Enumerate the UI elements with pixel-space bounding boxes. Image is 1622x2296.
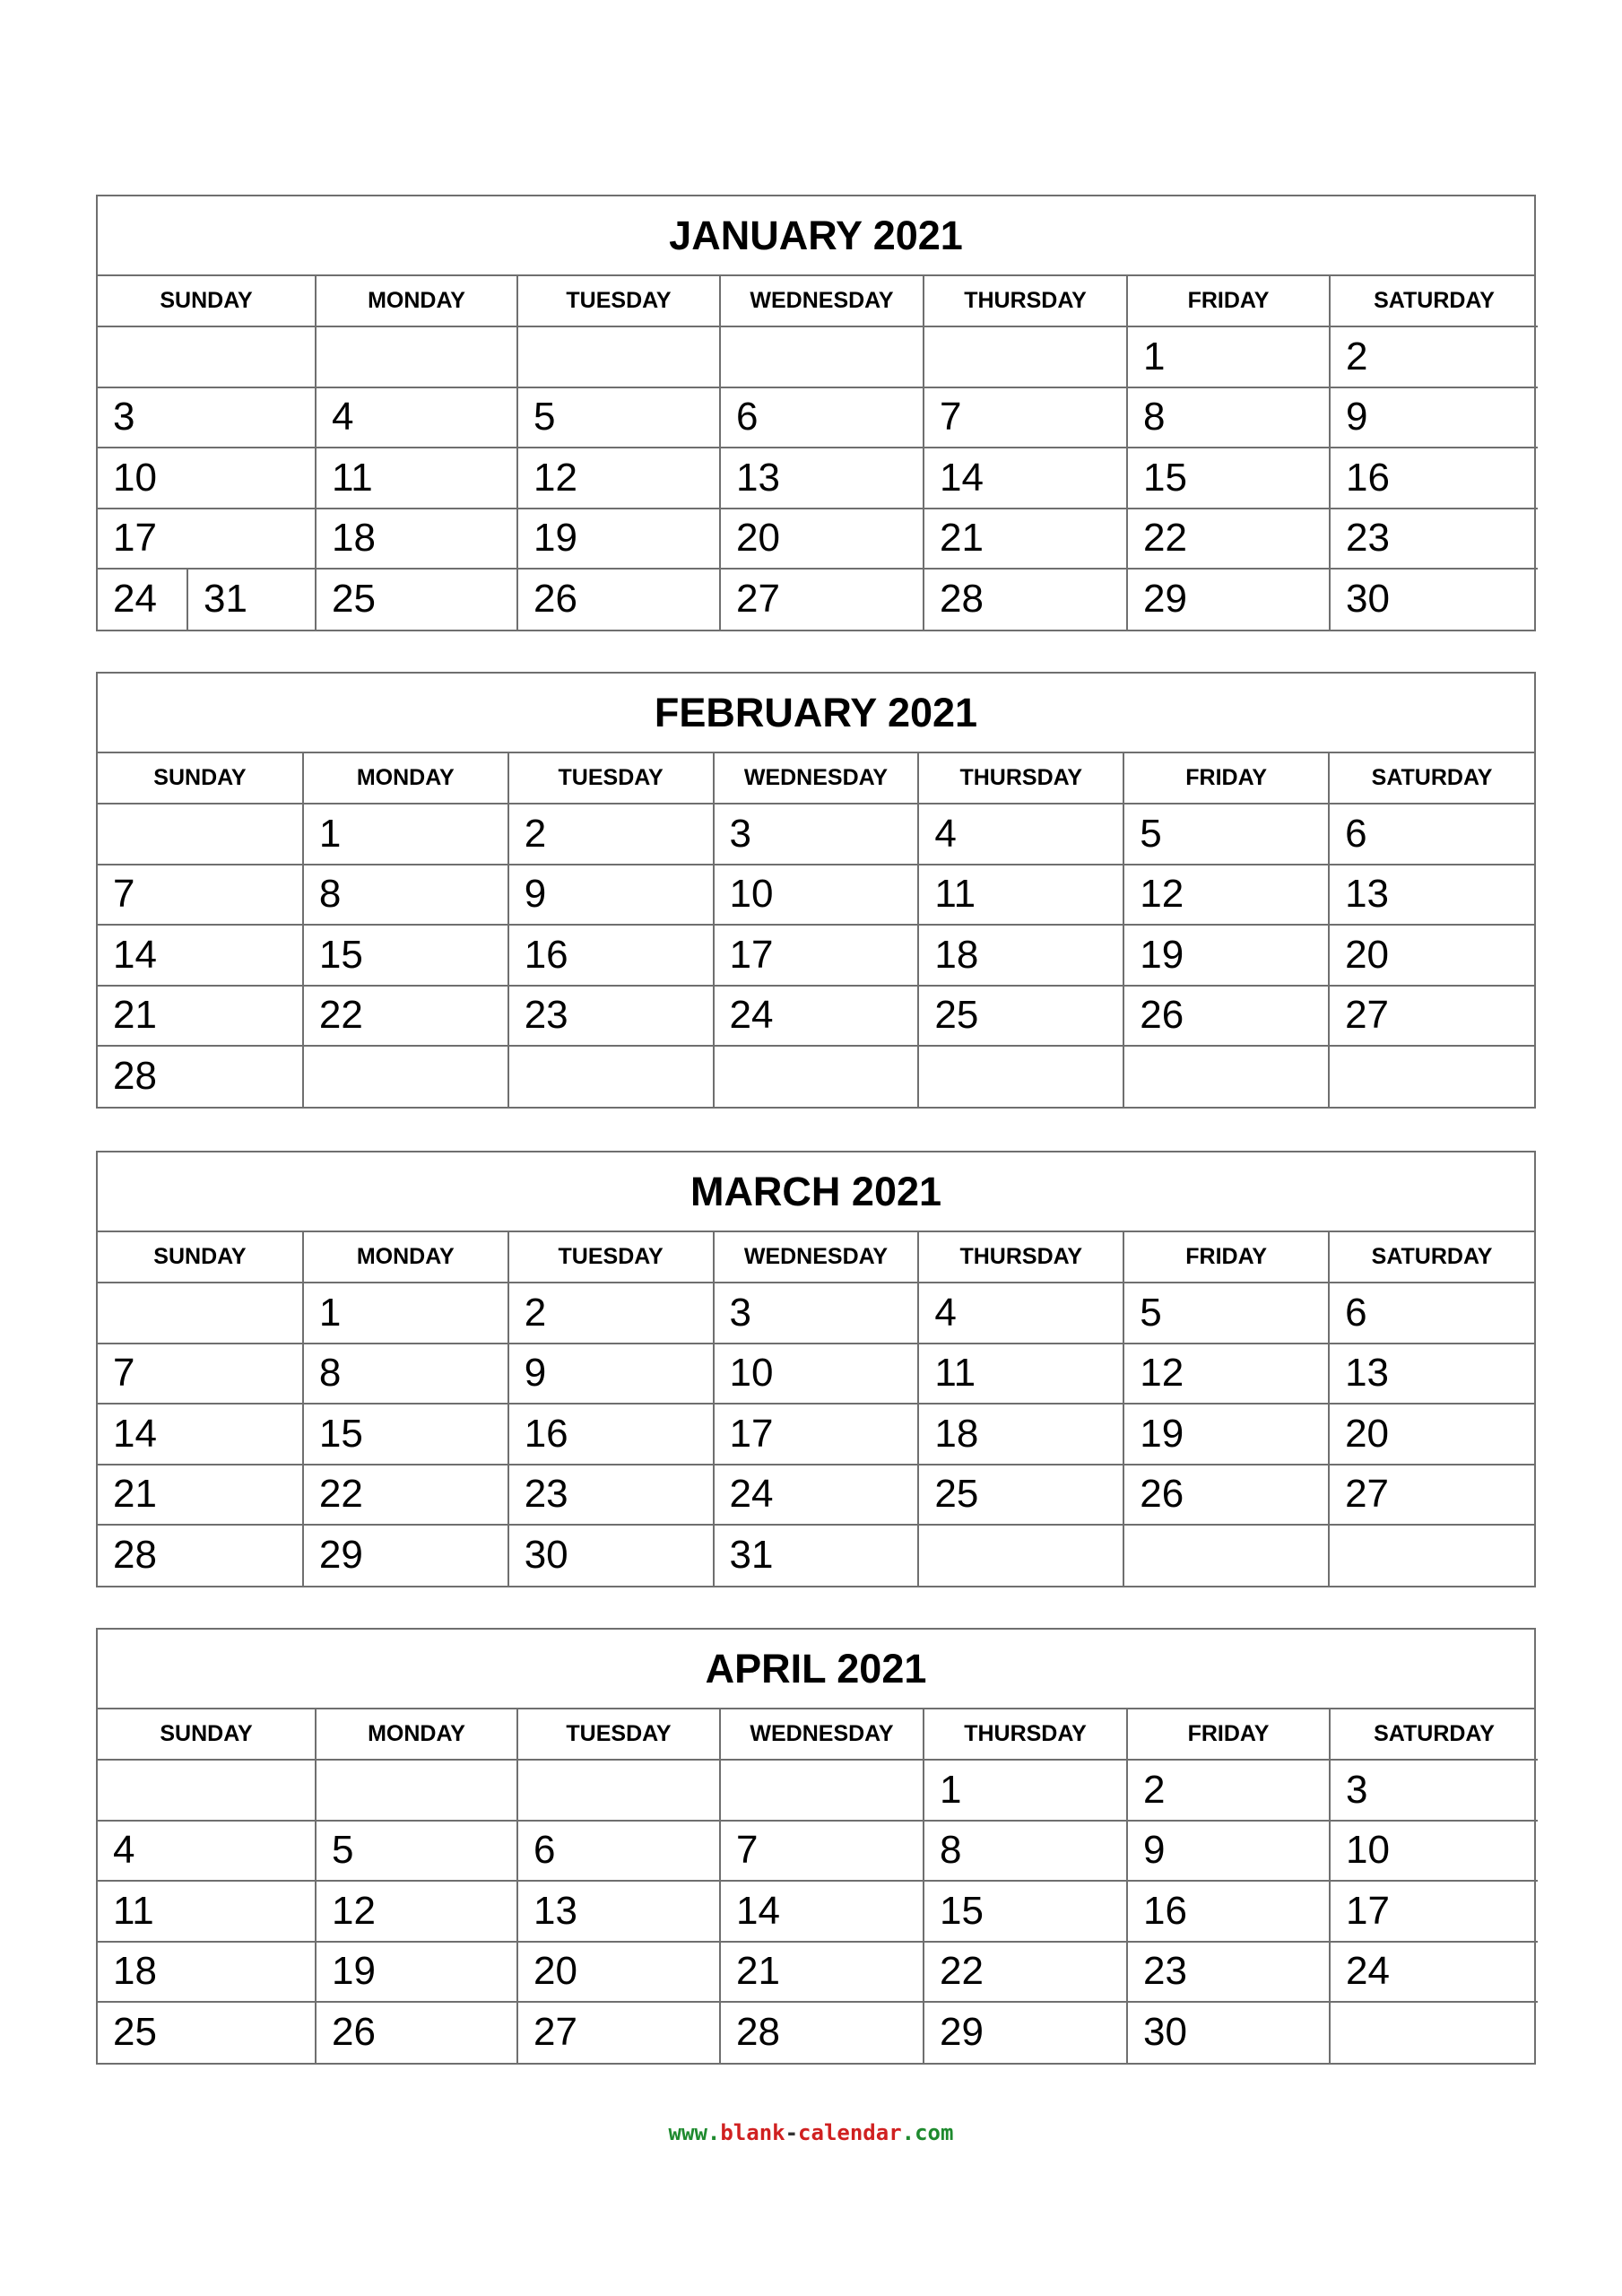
day-cell: 13 xyxy=(720,448,924,509)
week-row xyxy=(98,1821,1538,1882)
day-cell: 28 xyxy=(98,1525,303,1586)
week-row xyxy=(98,1404,1534,1465)
day-cell xyxy=(714,1046,919,1107)
day-cell: 25 xyxy=(98,2002,316,2063)
day-cell: 18 xyxy=(918,1404,1123,1465)
footer-dotcom: .com xyxy=(901,2120,954,2145)
day-cell: 29 xyxy=(924,2002,1127,2063)
day-cell: 7 xyxy=(924,387,1127,448)
week-row xyxy=(98,1046,1534,1107)
day-cell xyxy=(1330,2002,1538,2063)
day-cell: 12 xyxy=(517,448,720,509)
weekday-label: WEDNESDAY xyxy=(714,1232,919,1283)
day-cell: 16 xyxy=(508,925,714,986)
calendar-april xyxy=(96,1628,1536,2065)
day-cell: 20 xyxy=(1329,1404,1534,1465)
day-cell: 15 xyxy=(303,1404,508,1465)
week-row xyxy=(98,387,1538,448)
day-cell: 23 xyxy=(508,986,714,1047)
day-cell: 17 xyxy=(714,1404,919,1465)
week-row xyxy=(98,509,1538,570)
day-cell: 5 xyxy=(316,1821,517,1882)
weekday-header-row xyxy=(98,1232,1534,1283)
weekday-label: TUESDAY xyxy=(508,753,714,804)
day-cell: 21 xyxy=(924,509,1127,570)
day-cell xyxy=(508,1046,714,1107)
weekday-label: SATURDAY xyxy=(1329,753,1534,804)
day-cell: 10 xyxy=(714,865,919,926)
week-row xyxy=(98,865,1534,926)
day-cell: 10 xyxy=(714,1344,919,1405)
day-cell: 13 xyxy=(1329,865,1534,926)
day-cell: 25 xyxy=(918,1465,1123,1526)
day-cell xyxy=(303,1046,508,1107)
weekday-label: SUNDAY xyxy=(98,1709,316,1760)
day-cell: 18 xyxy=(316,509,517,570)
day-cell: 16 xyxy=(1330,448,1538,509)
day-cell: 24 xyxy=(714,1465,919,1526)
day-cell xyxy=(98,804,303,865)
day-cell: 1 xyxy=(303,804,508,865)
week-row xyxy=(98,1525,1534,1586)
day-cell: 14 xyxy=(98,925,303,986)
day-cell xyxy=(517,1760,720,1821)
day-cell: 1 xyxy=(1127,326,1330,387)
day-cell: 12 xyxy=(1123,1344,1329,1405)
day-cell: 31 xyxy=(714,1525,919,1586)
day-cell xyxy=(918,1046,1123,1107)
day-cell: 10 xyxy=(1330,1821,1538,1882)
month-grid xyxy=(98,1232,1534,1586)
day-cell: 28 xyxy=(924,569,1127,630)
day-cell: 19 xyxy=(517,509,720,570)
footer-blank: blank xyxy=(720,2120,785,2145)
week-row xyxy=(98,569,1538,630)
weekday-label: FRIDAY xyxy=(1123,1232,1329,1283)
day-cell: 13 xyxy=(1329,1344,1534,1405)
weekday-label: SUNDAY xyxy=(98,753,303,804)
weekday-label: FRIDAY xyxy=(1127,1709,1330,1760)
weekday-label: FRIDAY xyxy=(1123,753,1329,804)
day-cell: 28 xyxy=(720,2002,924,2063)
day-cell: 3 xyxy=(714,804,919,865)
day-cell xyxy=(720,1760,924,1821)
day-cell: 15 xyxy=(924,1881,1127,1942)
day-cell: 24 xyxy=(1330,1942,1538,2003)
day-cell: 8 xyxy=(303,865,508,926)
day-cell: 5 xyxy=(1123,804,1329,865)
day-cell xyxy=(316,1760,517,1821)
week-row xyxy=(98,326,1538,387)
week-row xyxy=(98,925,1534,986)
weekday-label: MONDAY xyxy=(303,753,508,804)
day-cell: 14 xyxy=(720,1881,924,1942)
weekday-label: SATURDAY xyxy=(1330,276,1538,326)
day-cell: 30 xyxy=(1330,569,1538,630)
day-cell: 21 xyxy=(98,1465,303,1526)
day-cell: 20 xyxy=(720,509,924,570)
day-cell: 12 xyxy=(1123,865,1329,926)
weekday-label: SATURDAY xyxy=(1329,1232,1534,1283)
day-cell: 8 xyxy=(1127,387,1330,448)
website-link[interactable] xyxy=(0,2120,1622,2145)
day-cell: 8 xyxy=(303,1344,508,1405)
weekday-label: SUNDAY xyxy=(98,276,316,326)
week-row xyxy=(98,448,1538,509)
day-cell: 13 xyxy=(517,1881,720,1942)
day-cell-split xyxy=(98,569,316,630)
day-cell: 6 xyxy=(517,1821,720,1882)
week-row xyxy=(98,1283,1534,1344)
weekday-label: THURSDAY xyxy=(924,276,1127,326)
month-title: MARCH 2021 xyxy=(98,1152,1534,1232)
day-cell: 30 xyxy=(1127,2002,1330,2063)
day-cell: 25 xyxy=(316,569,517,630)
day-cell: 9 xyxy=(1127,1821,1330,1882)
weekday-label: MONDAY xyxy=(316,1709,517,1760)
day-cell: 2 xyxy=(508,1283,714,1344)
day-cell xyxy=(98,326,316,387)
day-cell: 26 xyxy=(1123,986,1329,1047)
weekday-label: MONDAY xyxy=(303,1232,508,1283)
footer-www: www. xyxy=(668,2120,721,2145)
day-cell: 29 xyxy=(1127,569,1330,630)
day-cell xyxy=(918,1525,1123,1586)
weekday-label: MONDAY xyxy=(316,276,517,326)
month-grid xyxy=(98,753,1534,1107)
day-cell: 3 xyxy=(1330,1760,1538,1821)
day-cell: 14 xyxy=(924,448,1127,509)
calendar-january xyxy=(96,195,1536,631)
day-cell: 30 xyxy=(508,1525,714,1586)
day-cell: 18 xyxy=(918,925,1123,986)
day-cell: 7 xyxy=(98,1344,303,1405)
day-cell: 7 xyxy=(98,865,303,926)
day-cell: 23 xyxy=(1127,1942,1330,2003)
day-cell: 21 xyxy=(98,986,303,1047)
day-cell: 22 xyxy=(924,1942,1127,2003)
day-cell: 11 xyxy=(918,865,1123,926)
month-title: JANUARY 2021 xyxy=(98,196,1534,276)
day-cell: 5 xyxy=(1123,1283,1329,1344)
day-cell: 21 xyxy=(720,1942,924,2003)
weekday-label: THURSDAY xyxy=(918,753,1123,804)
week-row xyxy=(98,2002,1538,2063)
weekday-label: TUESDAY xyxy=(517,276,720,326)
weekday-label: SUNDAY xyxy=(98,1232,303,1283)
day-cell: 11 xyxy=(98,1881,316,1942)
day-cell: 27 xyxy=(720,569,924,630)
day-cell: 16 xyxy=(1127,1881,1330,1942)
day-cell: 20 xyxy=(517,1942,720,2003)
day-cell: 3 xyxy=(98,387,316,448)
day-cell xyxy=(1329,1046,1534,1107)
weekday-label: WEDNESDAY xyxy=(720,276,924,326)
day-cell: 15 xyxy=(303,925,508,986)
day-cell: 12 xyxy=(316,1881,517,1942)
day-cell xyxy=(924,326,1127,387)
day-cell: 11 xyxy=(316,448,517,509)
day-cell: 19 xyxy=(316,1942,517,2003)
day-cell xyxy=(1123,1046,1329,1107)
day-cell: 23 xyxy=(508,1465,714,1526)
day-cell: 25 xyxy=(918,986,1123,1047)
day-cell xyxy=(720,326,924,387)
day-cell: 16 xyxy=(508,1404,714,1465)
day-cell: 1 xyxy=(924,1760,1127,1821)
day-cell: 4 xyxy=(918,1283,1123,1344)
day-cell: 26 xyxy=(316,2002,517,2063)
day-cell: 28 xyxy=(98,1046,303,1107)
day-cell: 9 xyxy=(1330,387,1538,448)
day-cell: 9 xyxy=(508,1344,714,1405)
calendar-march xyxy=(96,1151,1536,1587)
footer-dash: - xyxy=(785,2120,799,2145)
day-cell: 24 xyxy=(714,986,919,1047)
day-cell: 4 xyxy=(98,1821,316,1882)
day-cell: 3 xyxy=(714,1283,919,1344)
weekday-label: WEDNESDAY xyxy=(714,753,919,804)
weekday-label: TUESDAY xyxy=(517,1709,720,1760)
day-cell: 26 xyxy=(517,569,720,630)
day-cell xyxy=(98,1283,303,1344)
day-cell: 23 xyxy=(1330,509,1538,570)
day-cell: 22 xyxy=(303,986,508,1047)
day-cell: 4 xyxy=(918,804,1123,865)
month-title: APRIL 2021 xyxy=(98,1630,1534,1709)
weekday-label: WEDNESDAY xyxy=(720,1709,924,1760)
weekday-label: THURSDAY xyxy=(918,1232,1123,1283)
day-cell xyxy=(1123,1525,1329,1586)
day-cell: 27 xyxy=(1329,1465,1534,1526)
day-cell xyxy=(316,326,517,387)
weekday-header-row xyxy=(98,753,1534,804)
day-cell: 10 xyxy=(98,448,316,509)
day-cell: 17 xyxy=(1330,1881,1538,1942)
day-cell: 6 xyxy=(1329,804,1534,865)
day-number: 31 xyxy=(204,577,247,622)
day-cell: 2 xyxy=(508,804,714,865)
day-cell: 14 xyxy=(98,1404,303,1465)
week-row xyxy=(98,1881,1538,1942)
month-title: FEBRUARY 2021 xyxy=(98,674,1534,753)
month-grid xyxy=(98,1709,1538,2063)
day-cell: 11 xyxy=(918,1344,1123,1405)
week-row xyxy=(98,804,1534,865)
weekday-label: TUESDAY xyxy=(508,1232,714,1283)
day-cell: 17 xyxy=(714,925,919,986)
day-cell xyxy=(98,1760,316,1821)
day-cell xyxy=(517,326,720,387)
footer-calendar: calendar xyxy=(798,2120,902,2145)
day-cell: 19 xyxy=(1123,925,1329,986)
day-cell: 18 xyxy=(98,1942,316,2003)
day-cell: 6 xyxy=(1329,1283,1534,1344)
day-cell xyxy=(1329,1525,1534,1586)
day-cell: 15 xyxy=(1127,448,1330,509)
weekday-label: FRIDAY xyxy=(1127,276,1330,326)
day-cell: 1 xyxy=(303,1283,508,1344)
weekday-header-row xyxy=(98,1709,1538,1760)
week-row xyxy=(98,1465,1534,1526)
week-row xyxy=(98,1344,1534,1405)
day-cell: 17 xyxy=(98,509,316,570)
day-cell: 27 xyxy=(1329,986,1534,1047)
weekday-header-row xyxy=(98,276,1538,326)
month-grid xyxy=(98,276,1538,630)
day-cell: 7 xyxy=(720,1821,924,1882)
weekday-label: SATURDAY xyxy=(1330,1709,1538,1760)
day-cell: 4 xyxy=(316,387,517,448)
day-cell: 22 xyxy=(1127,509,1330,570)
week-row xyxy=(98,1760,1538,1821)
day-cell: 20 xyxy=(1329,925,1534,986)
calendar-february xyxy=(96,672,1536,1109)
day-cell: 8 xyxy=(924,1821,1127,1882)
day-cell: 2 xyxy=(1330,326,1538,387)
day-cell: 6 xyxy=(720,387,924,448)
week-row xyxy=(98,986,1534,1047)
day-cell: 22 xyxy=(303,1465,508,1526)
weekday-label: THURSDAY xyxy=(924,1709,1127,1760)
day-cell: 2 xyxy=(1127,1760,1330,1821)
day-number: 24 xyxy=(98,570,188,630)
day-cell: 29 xyxy=(303,1525,508,1586)
day-cell: 5 xyxy=(517,387,720,448)
day-cell: 9 xyxy=(508,865,714,926)
day-cell: 19 xyxy=(1123,1404,1329,1465)
day-cell: 26 xyxy=(1123,1465,1329,1526)
week-row xyxy=(98,1942,1538,2003)
day-cell: 27 xyxy=(517,2002,720,2063)
